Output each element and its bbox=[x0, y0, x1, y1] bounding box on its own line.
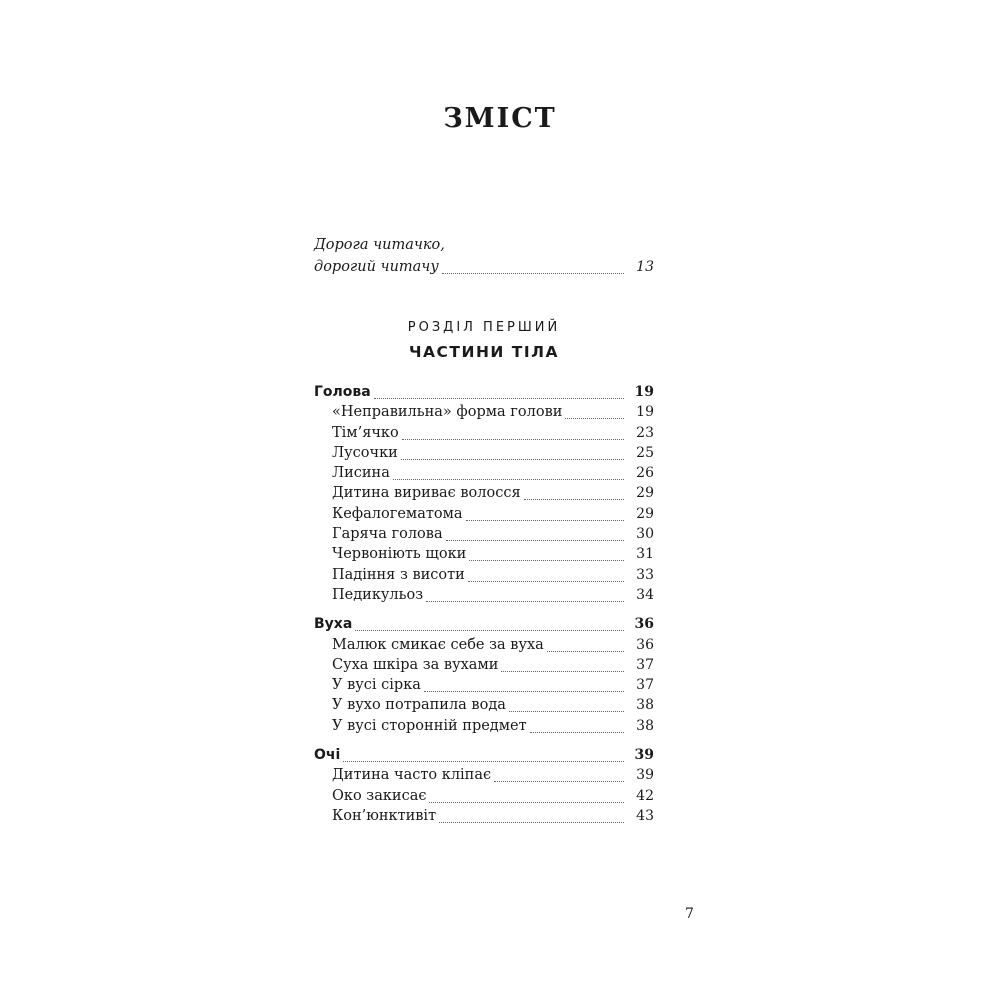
toc-page-number: 29 bbox=[636, 505, 654, 522]
dot-leader bbox=[442, 273, 624, 274]
toc-subentry[interactable] bbox=[314, 587, 654, 607]
toc-entry-label: Очі bbox=[314, 747, 341, 764]
toc-entry-label: Малюк смикає себе за вуха bbox=[332, 636, 544, 653]
toc-entry bbox=[332, 637, 654, 657]
dot-leader bbox=[530, 732, 624, 733]
toc-subentry[interactable] bbox=[314, 697, 654, 717]
toc-entry bbox=[332, 657, 654, 677]
dot-leader bbox=[439, 822, 624, 823]
page-number: 7 bbox=[685, 906, 694, 922]
toc-section-heading[interactable] bbox=[314, 616, 654, 636]
toc-subentry[interactable] bbox=[314, 445, 654, 465]
toc-page-number: 31 bbox=[636, 546, 654, 563]
toc-entry-label: Кон’юнктивіт bbox=[332, 807, 437, 824]
foreword-title-line2: дорогий читачу bbox=[314, 259, 439, 275]
toc-subentry[interactable] bbox=[314, 404, 654, 424]
table-of-contents bbox=[314, 384, 654, 828]
toc-subentry[interactable] bbox=[314, 767, 654, 787]
toc-subentry[interactable] bbox=[314, 526, 654, 546]
dot-leader bbox=[468, 581, 624, 582]
toc-entry bbox=[314, 384, 654, 404]
chapter-kicker: РОЗДІЛ ПЕРШИЙ bbox=[407, 320, 561, 335]
toc-page-number: 38 bbox=[636, 717, 654, 734]
dot-leader bbox=[469, 560, 624, 561]
toc-entry bbox=[332, 425, 654, 445]
toc-entry-label: Суха шкіра за вухами bbox=[332, 656, 499, 673]
toc-page-number: 39 bbox=[636, 767, 654, 784]
toc-entry bbox=[332, 767, 654, 787]
toc-page-number: 33 bbox=[636, 566, 654, 583]
dot-leader bbox=[355, 630, 624, 631]
dot-leader bbox=[424, 691, 624, 692]
toc-page-number: 19 bbox=[634, 384, 654, 400]
toc-page-number: 36 bbox=[636, 636, 654, 653]
toc-entry-label: «Неправильна» форма голови bbox=[332, 404, 563, 421]
toc-entry bbox=[332, 404, 654, 424]
toc-subentry[interactable] bbox=[314, 677, 654, 697]
toc-entry-label: Око закисає bbox=[332, 787, 427, 804]
page-title: ЗМІСТ bbox=[443, 103, 557, 134]
chapter-title: ЧАСТИНИ ТІЛА bbox=[409, 343, 559, 361]
dot-leader bbox=[429, 802, 624, 803]
toc-entry-label: Педикульоз bbox=[332, 586, 424, 603]
toc-page-number: 37 bbox=[636, 677, 654, 694]
foreword-title-line1: Дорога читачко, bbox=[314, 237, 445, 253]
toc-subentry[interactable] bbox=[314, 465, 654, 485]
toc-entry-label: Дитина вириває волосся bbox=[332, 485, 521, 502]
dot-leader bbox=[401, 459, 624, 460]
toc-subentry[interactable] bbox=[314, 425, 654, 445]
toc-subentry[interactable] bbox=[314, 546, 654, 566]
dot-leader bbox=[565, 418, 624, 419]
toc-entry-label: Вуха bbox=[314, 616, 353, 633]
toc-entry-label: Голова bbox=[314, 384, 371, 400]
toc-entry-label: Кефалогематома bbox=[332, 505, 463, 522]
toc-subentry[interactable] bbox=[314, 718, 654, 738]
dot-leader bbox=[402, 439, 624, 440]
toc-page-number: 38 bbox=[636, 697, 654, 714]
toc-entry-label: Лусочки bbox=[332, 444, 398, 461]
toc-entry bbox=[332, 718, 654, 738]
toc-page-number: 39 bbox=[634, 747, 654, 764]
dot-leader bbox=[501, 671, 624, 672]
toc-page-number: 42 bbox=[636, 787, 654, 804]
toc-subentry[interactable] bbox=[314, 808, 654, 828]
toc-page-number: 34 bbox=[636, 586, 654, 603]
toc-section-heading[interactable] bbox=[314, 384, 654, 404]
dot-leader bbox=[343, 761, 624, 762]
section-gap bbox=[314, 738, 654, 747]
dot-leader bbox=[393, 479, 624, 480]
toc-entry bbox=[332, 697, 654, 717]
foreword-title-line2-row bbox=[314, 259, 654, 279]
toc-entry-label: Дитина часто кліпає bbox=[332, 767, 492, 784]
toc-entry bbox=[314, 616, 654, 636]
toc-entry bbox=[332, 808, 654, 828]
toc-page-number: 30 bbox=[636, 526, 654, 543]
toc-entry bbox=[332, 445, 654, 465]
toc-entry-label: Червоніють щоки bbox=[332, 546, 467, 563]
toc-entry-label: У вухо потрапила вода bbox=[332, 697, 506, 714]
foreword-page-number: 13 bbox=[636, 259, 654, 275]
toc-page-number: 23 bbox=[636, 424, 654, 441]
toc-page-number: 43 bbox=[636, 807, 654, 824]
toc-entry bbox=[332, 677, 654, 697]
toc-entry bbox=[332, 465, 654, 485]
toc-entry bbox=[332, 567, 654, 587]
dot-leader bbox=[494, 781, 624, 782]
toc-page-number: 37 bbox=[636, 656, 654, 673]
toc-page-number: 36 bbox=[634, 616, 654, 633]
toc-entry-label: Тім’ячко bbox=[332, 424, 399, 441]
toc-page-number: 25 bbox=[636, 444, 654, 461]
dot-leader bbox=[446, 540, 624, 541]
toc-page-number: 26 bbox=[636, 465, 654, 482]
toc-page-number: 19 bbox=[636, 404, 654, 421]
toc-entry bbox=[332, 526, 654, 546]
toc-subentry[interactable] bbox=[314, 567, 654, 587]
toc-page-number: 29 bbox=[636, 485, 654, 502]
toc-entry-label: Лисина bbox=[332, 465, 390, 482]
dot-leader bbox=[524, 499, 624, 500]
dot-leader bbox=[426, 601, 624, 602]
foreword-entry bbox=[314, 237, 654, 279]
toc-section-heading[interactable] bbox=[314, 747, 654, 767]
toc-subentry[interactable] bbox=[314, 485, 654, 505]
toc-subentry[interactable] bbox=[314, 506, 654, 526]
toc-entry bbox=[332, 485, 654, 505]
toc-entry bbox=[332, 506, 654, 526]
toc-entry bbox=[332, 546, 654, 566]
section-gap bbox=[314, 607, 654, 616]
toc-subentry[interactable] bbox=[314, 657, 654, 677]
toc-subentry[interactable] bbox=[314, 637, 654, 657]
dot-leader bbox=[374, 398, 624, 399]
toc-entry-label: У вусі сірка bbox=[332, 677, 421, 694]
toc-entry bbox=[314, 747, 654, 767]
toc-entry-label: У вусі сторонній предмет bbox=[332, 717, 527, 734]
toc-entry-label: Гаряча голова bbox=[332, 526, 443, 543]
toc-entry-label: Падіння з висоти bbox=[332, 566, 465, 583]
toc-subentry[interactable] bbox=[314, 788, 654, 808]
dot-leader bbox=[547, 651, 624, 652]
toc-entry bbox=[332, 788, 654, 808]
dot-leader bbox=[509, 711, 624, 712]
toc-entry bbox=[332, 587, 654, 607]
dot-leader bbox=[466, 520, 624, 521]
